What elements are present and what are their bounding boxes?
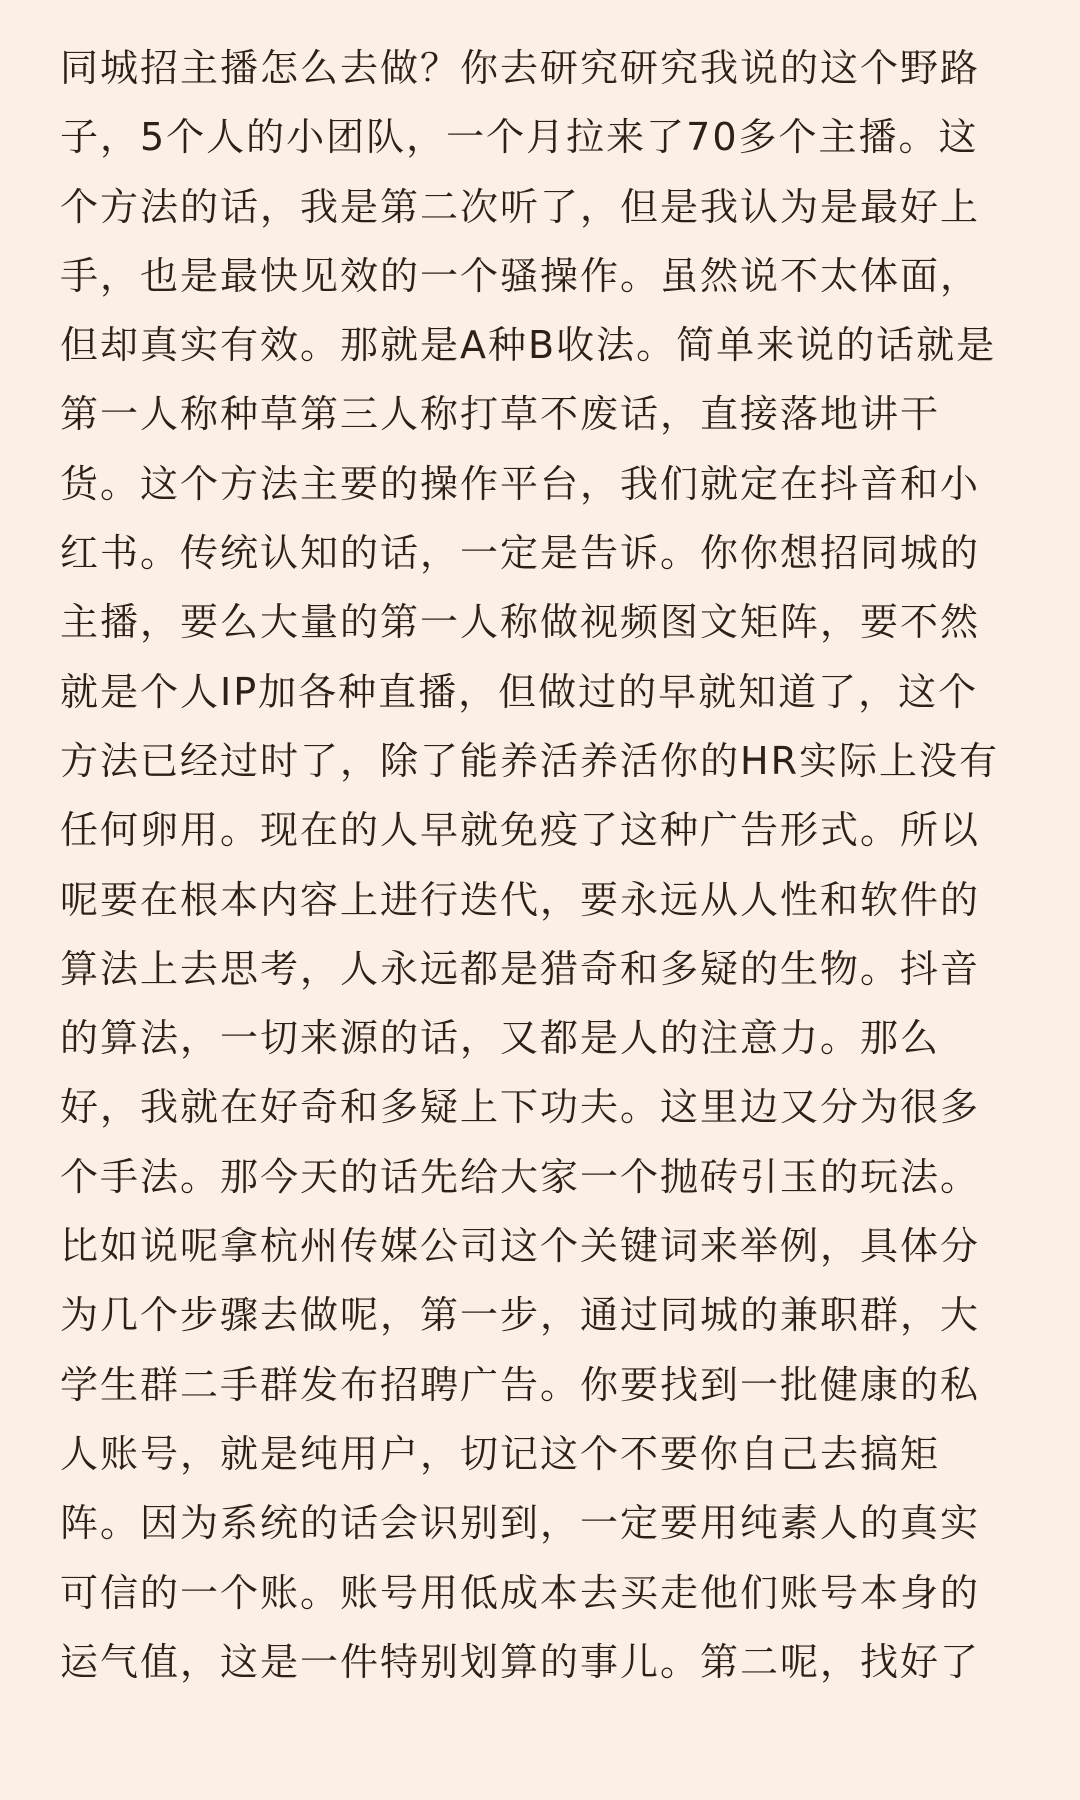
text-line: 学生群二手群发布招聘广告。你要找到一批健康的私 xyxy=(60,1362,981,1407)
text-line: 的算法，一切来源的话，又都是人的注意力。那么 xyxy=(60,1016,941,1061)
text-line: 阵。因为系统的话会识别到，一定要用纯素人的真实 xyxy=(60,1501,981,1546)
text-line: 算法上去思考，人永远都是猎奇和多疑的生物。抖音 xyxy=(60,946,981,991)
text-line: 为几个步骤去做呢，第一步，通过同城的兼职群，大 xyxy=(60,1293,981,1338)
article-text xyxy=(60,34,1020,1697)
text-line: 比如说呢拿杭州传媒公司这个关键词来举例，具体分 xyxy=(60,1224,981,1269)
text-line: 可信的一个账。账号用低成本去买走他们账号本身的 xyxy=(60,1570,981,1615)
text-line: 同城招主播怎么去做？你去研究研究我说的这个野路 xyxy=(60,46,981,90)
text-line: 方法已经过时了，除了能养活养活你的HR实际上没有 xyxy=(60,738,999,783)
text-line: 第一人称种草第三人称打草不废话，直接落地讲干 xyxy=(60,392,941,437)
text-line: 个手法。那今天的话先给大家一个抛砖引玉的玩法。 xyxy=(60,1154,981,1199)
text-line: 货。这个方法主要的操作平台，我们就定在抖音和小 xyxy=(60,461,981,506)
text-line: 个方法的话，我是第二次听了，但是我认为是最好上 xyxy=(60,184,981,229)
text-line: 就是个人IP加各种直播，但做过的早就知道了，这个 xyxy=(60,669,979,714)
text-line: 任何卵用。现在的人早就免疫了这种广告形式。所以 xyxy=(60,808,981,853)
text-line: 红书。传统认知的话，一定是告诉。你你想招同城的 xyxy=(60,531,981,576)
text-line: 子，5个人的小团队，一个月拉来了70多个主播。这 xyxy=(60,115,979,160)
text-line: 主播，要么大量的第一人称做视频图文矩阵，要不然 xyxy=(60,600,981,645)
text-line: 但却真实有效。那就是A种B收法。简单来说的话就是 xyxy=(60,323,997,368)
text-line: 运气值，这是一件特别划算的事儿。第二呢，找好了 xyxy=(60,1639,981,1684)
text-line: 呢要在根本内容上进行迭代，要永远从人性和软件的 xyxy=(60,877,981,922)
text-line: 人账号，就是纯用户，切记这个不要你自己去搞矩 xyxy=(60,1431,941,1476)
text-line: 好，我就在好奇和多疑上下功夫。这里边又分为很多 xyxy=(60,1085,981,1130)
text-line: 手，也是最快见效的一个骚操作。虽然说不太体面， xyxy=(60,253,981,298)
